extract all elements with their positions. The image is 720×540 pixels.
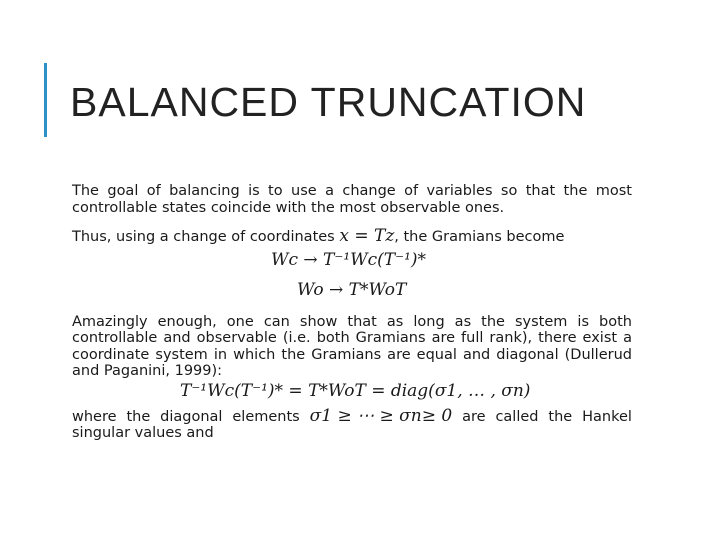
coordinates-text: Thus, using a change of coordinates: [72, 229, 340, 245]
paragraph-hankel-line2: singular values and: [72, 425, 214, 441]
coordinates-suffix: , the Gramians become: [394, 229, 565, 245]
word: the: [126, 408, 151, 425]
word: are: [462, 408, 486, 425]
coordinate-change-math: x = Tz: [339, 226, 395, 246]
word: where: [72, 408, 117, 425]
word: called: [495, 408, 539, 425]
slide-title: BALANCED TRUNCATION: [70, 79, 587, 125]
word: Hankel: [582, 408, 632, 425]
sigma-ordering-math: σ1 ≥ ⋯ ≥ σn≥ 0: [309, 405, 453, 426]
slide-body: [72, 183, 632, 442]
word: diagonal: [160, 408, 223, 425]
equation-controllability-gramian: Wc → T⁻¹Wc(T⁻¹)*: [271, 249, 427, 270]
paragraph-hankel-line1: [72, 405, 632, 426]
title-accent-bar: [44, 63, 47, 137]
paragraph-amazingly: Amazingly enough, one can show that as long as the system is both controllable and observable (i.e. both Gramians are full rank), there exist a coordinate system in which the Gramians are equal and diagonal (Dullerud and Paganini, 1999):: [72, 313, 632, 379]
paragraph-change-of-coordinates: [72, 228, 632, 246]
word: elements: [232, 408, 300, 425]
word: the: [548, 408, 573, 425]
equation-observability-gramian: Wo → T*WoT: [297, 279, 407, 300]
equation-balanced-gramians: T⁻¹Wc(T⁻¹)* = T*WoT = diag(σ1, … , σn): [180, 380, 531, 401]
paragraph-goal: The goal of balancing is to use a change of variables so that the most controllable states coincide with the most observable ones.: [72, 183, 632, 216]
